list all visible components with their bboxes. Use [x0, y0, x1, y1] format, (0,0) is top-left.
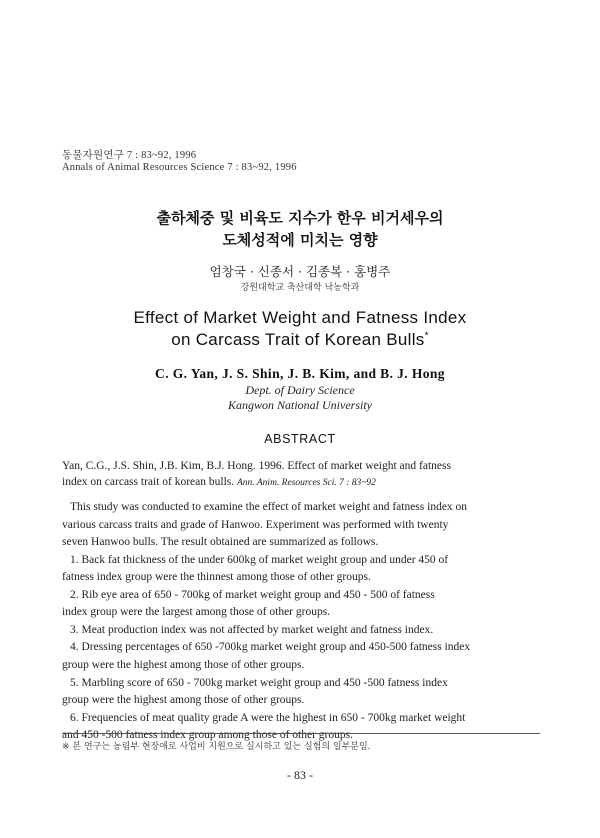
english-title-line2-text: on Carcass Trait of Korean Bulls: [171, 330, 425, 349]
abstract-line: 3. Meat production index was not affected by market weight and fatness index.: [70, 623, 434, 636]
korean-title-line1: 출하체중 및 비육도 지수가 한우 비거세우의: [156, 209, 444, 227]
title-footnote-mark: *: [424, 330, 429, 342]
abstract-line: 2. Rib eye area of 650 - 700kg of market weight group and 450 - 500 of fatness: [70, 588, 435, 601]
citation-line2: [62, 476, 540, 488]
abstract-line: 1. Back fat thickness of the under 600kg of market weight group and under 450 of: [70, 553, 449, 566]
university: Kangwon National University: [228, 398, 372, 412]
abstract-line: 5. Marbling score of 650 - 700kg market weight group and 450 -500 fatness index: [70, 676, 448, 689]
english-title-line2: [0, 330, 600, 350]
citation-text: index on carcass trait of korean bulls.: [62, 476, 235, 488]
abstract-line: various carcass traits and grade of Hanwoo. Experiment was performed with twenty: [62, 518, 449, 531]
abstract-line: group were the highest among those of other groups.: [62, 694, 305, 707]
english-title-line1: Effect of Market Weight and Fatness Index: [133, 308, 467, 327]
journal-line-korean: 동물자원연구 7 : 83~92, 1996: [62, 150, 197, 161]
korean-authors: 엄창국 · 신종서 · 김종복 · 홍병주: [209, 264, 391, 279]
korean-affiliation: 강원대학교 축산대학 낙농학과: [240, 283, 360, 293]
footnote: ※ 본 연구는 농림부 현장애로 사업비 지원으로 실시하고 있는 실험의 일부분임.: [62, 742, 371, 752]
citation-journal: Ann. Anim. Resources Sci. 7 : 83~92: [237, 478, 376, 488]
department: Dept. of Dairy Science: [245, 383, 355, 397]
page-number: - 83 -: [287, 768, 313, 782]
abstract-line: fatness index group were the thinnest among those of other groups.: [62, 571, 371, 584]
journal-line-english: Annals of Animal Resources Science 7 : 83~92, 1996: [62, 162, 297, 173]
abstract-line: index group were the largest among those of other groups.: [62, 606, 331, 619]
abstract-line: This study was conducted to examine the effect of market weight and fatness index on: [70, 501, 468, 513]
english-authors: C. G. Yan, J. S. Shin, J. B. Kim, and B. J. Hong: [155, 366, 445, 381]
abstract-line: 4. Dressing percentages of 650 -700kg market weight group and 450-500 fatness index: [70, 641, 471, 654]
abstract-heading: ABSTRACT: [264, 432, 336, 446]
abstract-line: 6. Frequencies of meat quality grade A were the highest in 650 - 700kg market weight: [70, 711, 466, 724]
korean-title-line2: 도체성적에 미치는 영향: [222, 231, 378, 249]
abstract-line: seven Hanwoo bulls. The result obtained are summarized as follows.: [62, 536, 379, 549]
abstract-line: and 450 -500 fatness index group among those of other groups.: [62, 729, 353, 742]
abstract-line: group were the highest among those of other groups.: [62, 658, 305, 671]
footnote-divider: [62, 733, 540, 734]
citation-line1: Yan, C.G., J.S. Shin, J.B. Kim, B.J. Hong. 1996. Effect of market weight and fatness: [62, 460, 451, 472]
